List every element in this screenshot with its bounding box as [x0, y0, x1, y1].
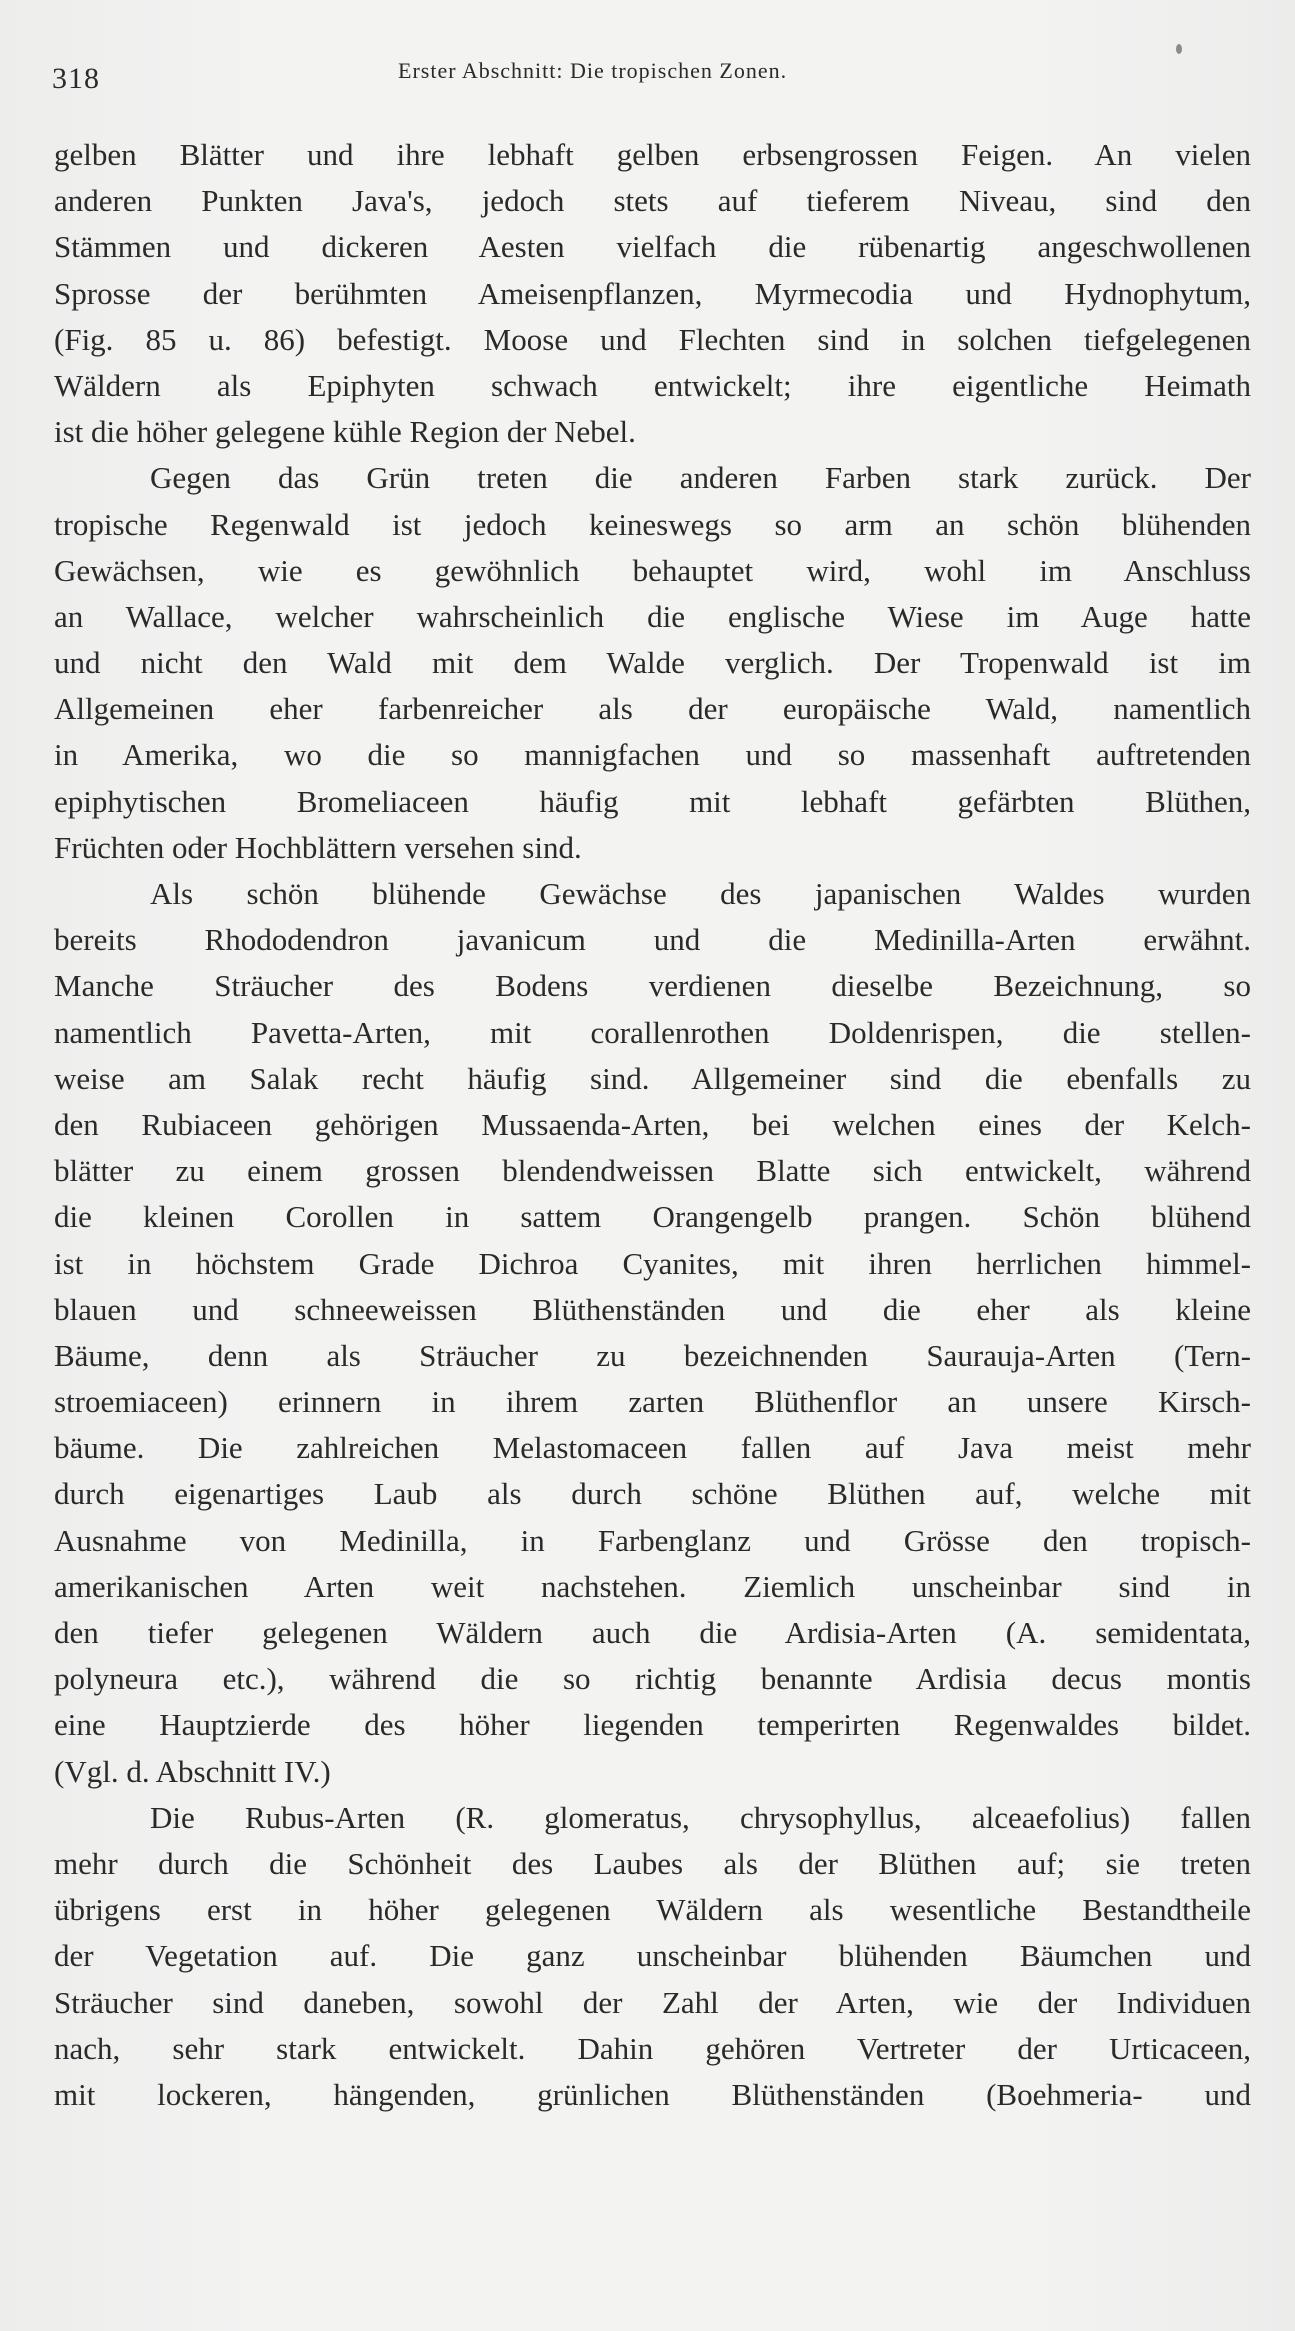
text-line: bäume. Die zahlreichen Melastomaceen fallen auf Java meist mehr [54, 1430, 1251, 1466]
text-line: an Wallace, welcher wahrscheinlich die englische Wiese im Auge hatte [54, 598, 1251, 634]
text-line: Die Rubus-Arten (R. glomeratus, chrysophyllus, alceaefolius) fallen [150, 1799, 1251, 1835]
text-line: in Amerika, wo die so mannigfachen und so massenhaft auftretenden [54, 737, 1251, 773]
text-line: Sträucher sind daneben, sowohl der Zahl der Arten, wie der Individuen [54, 1984, 1251, 2020]
text-line: (Vgl. d. Abschnitt IV.) [54, 1753, 331, 1789]
text-line: (Fig. 85 u. 86) befestigt. Moose und Flechten sind in solchen tiefgelegenen [54, 321, 1251, 357]
text-line: Gewächsen, wie es gewöhnlich behauptet wird, wohl im Anschluss [54, 552, 1251, 588]
text-line: Manche Sträucher des Bodens verdienen dieselbe Bezeichnung, so [54, 968, 1251, 1004]
text-line: nach, sehr stark entwickelt. Dahin gehören Vertreter der Urticaceen, [54, 2030, 1251, 2066]
chapter-header: Erster Abschnitt: Die tropischen Zonen. [398, 58, 788, 83]
text-line: namentlich Pavetta-Arten, mit corallenrothen Doldenrispen, die stellen- [54, 1014, 1251, 1050]
text-line: anderen Punkten Java's, jedoch stets auf tieferem Niveau, sind den [54, 183, 1251, 219]
text-line: weise am Salak recht häufig sind. Allgemeiner sind die ebenfalls zu [54, 1060, 1251, 1096]
text-line: Stämmen und dickeren Aesten vielfach die rübenartig angeschwollenen [54, 229, 1251, 265]
text-line: eine Hauptzierde des höher liegenden temperirten Regenwaldes bildet. [54, 1707, 1251, 1743]
text-line: der Vegetation auf. Die ganz unscheinbar blühenden Bäumchen und [54, 1938, 1251, 1974]
body-text [54, 132, 1251, 2118]
text-line: Bäume, denn als Sträucher zu bezeichnenden Saurauja-Arten (Tern- [54, 1337, 1251, 1373]
text-line: durch eigenartiges Laub als durch schöne Blüthen auf, welche mit [54, 1476, 1251, 1512]
text-line: mehr durch die Schönheit des Laubes als der Blüthen auf; sie treten [54, 1845, 1251, 1881]
text-line: den Rubiaceen gehörigen Mussaenda-Arten, bei welchen eines der Kelch- [54, 1106, 1251, 1142]
text-line: gelben Blätter und ihre lebhaft gelben erbsengrossen Feigen. An vielen [54, 137, 1251, 172]
running-head [52, 54, 1247, 94]
text-line: mit lockeren, hängenden, grünlichen Blüthenständen (Boehmeria- und [54, 2076, 1251, 2112]
text-line: Früchten oder Hochblättern versehen sind. [54, 829, 582, 865]
text-line: die kleinen Corollen in sattem Orangengelb prangen. Schön blühend [54, 1199, 1251, 1235]
text-line: Gegen das Grün treten die anderen Farben stark zurück. Der [150, 460, 1251, 496]
text-line: übrigens erst in höher gelegenen Wäldern als wesentliche Bestandtheile [54, 1892, 1251, 1928]
ink-speck [1176, 44, 1182, 54]
page-number: 318 [52, 62, 100, 95]
text-line: Ausnahme von Medinilla, in Farbenglanz und Grösse den tropisch- [54, 1522, 1251, 1558]
text-line: polyneura etc.), während die so richtig benannte Ardisia decus montis [54, 1661, 1251, 1697]
text-line: bereits Rhododendron javanicum und die Medinilla-Arten erwähnt. [54, 922, 1251, 958]
text-line: tropische Regenwald ist jedoch keineswegs so arm an schön blühenden [54, 506, 1251, 542]
text-line: ist die höher gelegene kühle Region der Nebel. [54, 414, 636, 450]
text-line: Allgemeinen eher farbenreicher als der europäische Wald, namentlich [54, 691, 1251, 727]
text-line: Wäldern als Epiphyten schwach entwickelt; ihre eigentliche Heimath [54, 367, 1251, 403]
text-line: und nicht den Wald mit dem Walde verglich. Der Tropenwald ist im [54, 645, 1251, 681]
text-line: Als schön blühende Gewächse des japanischen Waldes wurden [150, 876, 1251, 911]
text-line: Sprosse der berühmten Ameisenpflanzen, Myrmecodia und Hydnophytum, [54, 275, 1251, 311]
text-line: amerikanischen Arten weit nachstehen. Ziemlich unscheinbar sind in [54, 1568, 1251, 1604]
text-line: stroemiaceen) erinnern in ihrem zarten Blüthenflor an unsere Kirsch- [54, 1384, 1251, 1420]
text-line: epiphytischen Bromeliaceen häufig mit lebhaft gefärbten Blüthen, [54, 783, 1251, 819]
text-line: blätter zu einem grossen blendendweissen Blatte sich entwickelt, während [54, 1153, 1251, 1189]
text-line: den tiefer gelegenen Wäldern auch die Ardisia-Arten (A. semidentata, [54, 1615, 1251, 1650]
text-line: blauen und schneeweissen Blüthenständen und die eher als kleine [54, 1291, 1251, 1327]
text-line: ist in höchstem Grade Dichroa Cyanites, mit ihren herrlichen himmel- [54, 1245, 1251, 1281]
